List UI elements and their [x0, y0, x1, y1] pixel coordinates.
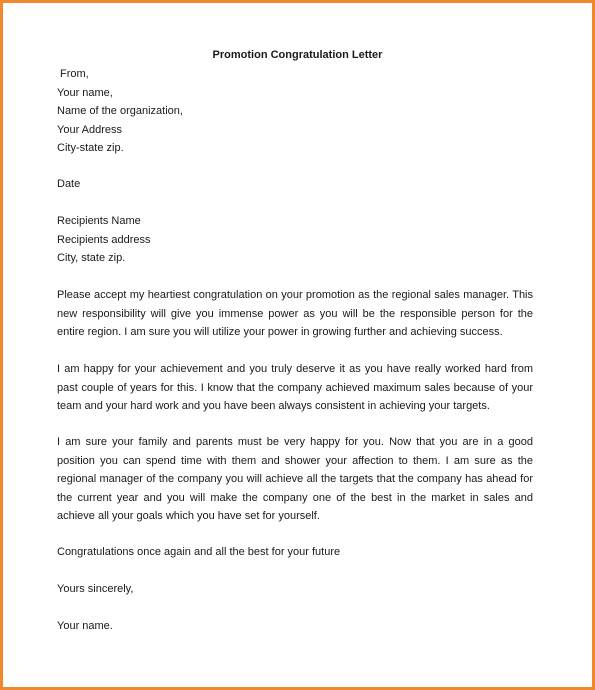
signature-name: Your name.: [57, 620, 113, 632]
sender-name: Your name,: [57, 86, 113, 99]
body-paragraph-3: I am sure your family and parents must be very happy for you. Now that you are in a good position you can spend time with them and shower your affection to them. I am sure as the regional manager of the company you will achieve all the targets that the company has ahead for the current year and you will make the company one of the best in the market in sales and achieve all your goals which you have set for yourself.: [57, 436, 533, 523]
recipient-address: Recipients address: [57, 233, 151, 246]
signoff: Yours sincerely,: [57, 583, 134, 595]
body-paragraph-2: I am happy for your achievement and you truly deserve it as you have really worked hard from past couple of years for this. I know that the company achieved maximum sales because of your team and your hard work and you have been always consistent in achieving your targets.: [57, 363, 533, 413]
letter-date: Date: [57, 178, 81, 190]
body-paragraph-1: Please accept my heartiest congratulation on your promotion as the regional sales manager. This new responsibility will give you immense power as you will be the responsible person for the entire region. I am sure you will utilize your power in growing further and achieving success.: [57, 289, 533, 339]
sender-from-label: From,: [60, 68, 89, 80]
sender-block: [57, 65, 533, 158]
sender-city: City-state zip.: [57, 142, 124, 155]
closing-line: Congratulations once again and all the best for your future: [57, 546, 341, 558]
sender-address: Your Address: [57, 123, 123, 136]
recipient-name: Recipients Name: [57, 215, 141, 227]
letter-title: Promotion Congratulation Letter: [212, 49, 383, 61]
recipient-city: City, state zip.: [57, 252, 126, 265]
sender-organization: Name of the organization,: [57, 105, 183, 118]
recipient-block: [57, 212, 533, 268]
date-line: [57, 175, 533, 194]
